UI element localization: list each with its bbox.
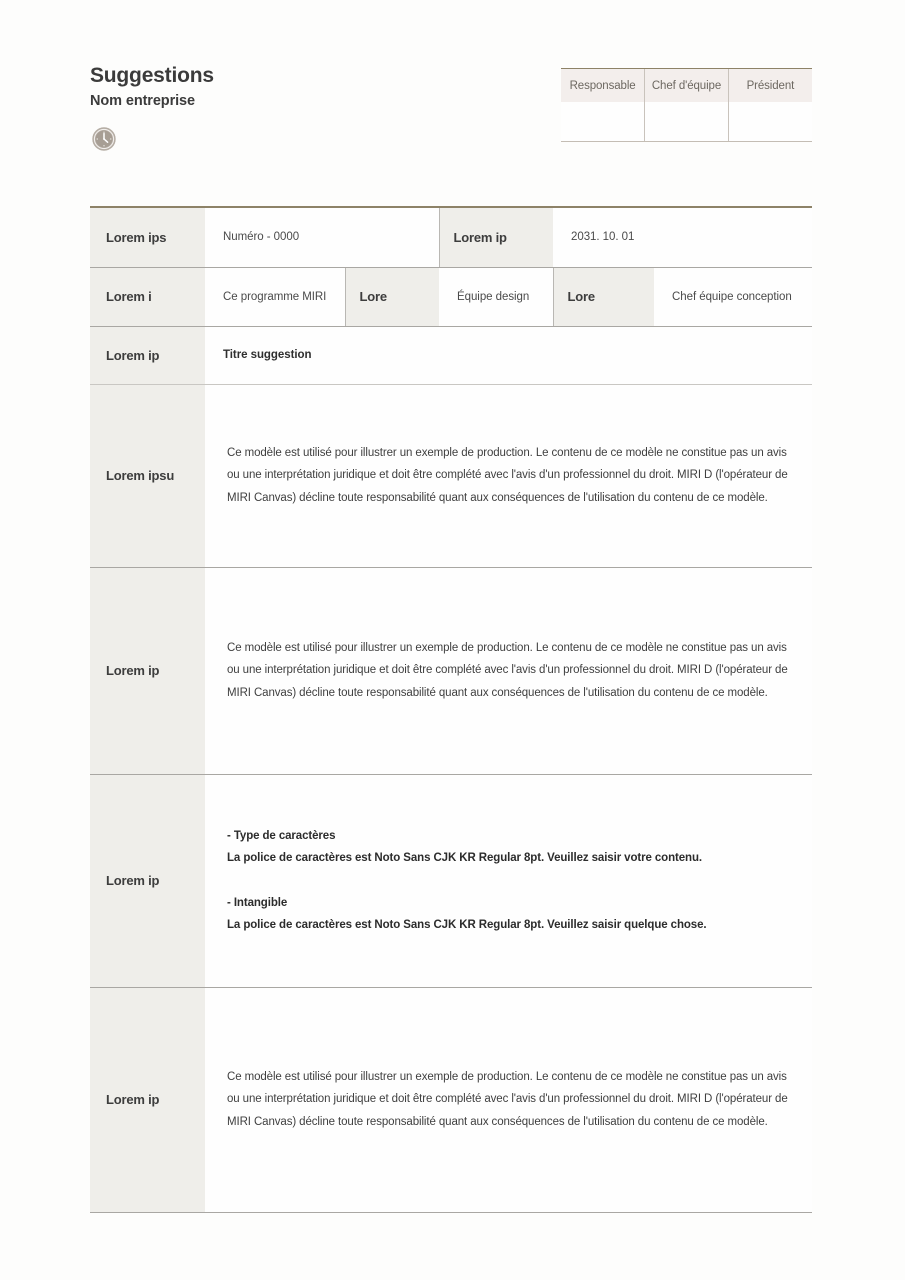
row-label-specifications: Lorem ip (90, 774, 205, 987)
approval-col-responsable: Responsable (561, 69, 645, 102)
row-body-description-2[interactable] (205, 567, 812, 774)
signature-cell-responsable[interactable] (561, 102, 645, 141)
row-label-description-2: Lorem ip (90, 567, 205, 774)
paragraph-text-3: Ce modèle est utilisé pour illustrer un exemple de production. Le contenu de ce modèle ne constitue pas un avis ou une interprétation juridique et doit être complété avec l'avis d'un professionnel du droit. MIRI D (l'opérateur de MIRI Canvas) décline toute responsabilité quant aux conséquences de l'utilisation du contenu de ce modèle. (227, 1070, 788, 1128)
table-row-titre (90, 326, 812, 384)
table-row-description-1 (90, 384, 812, 567)
row-label-description-3: Lorem ip (90, 987, 205, 1212)
row-label-programme: Lorem i (90, 267, 205, 326)
row-label-equipe: Lore (345, 267, 439, 326)
table-row-equipe (90, 267, 812, 326)
spec-body-intangible: La police de caractères est Noto Sans CJK KR Regular 8pt. Veuillez saisir quelque chose. (227, 919, 707, 931)
spec-body-typeface: La police de caractères est Noto Sans CJK KR Regular 8pt. Veuillez saisir votre contenu. (227, 852, 702, 864)
row-label-titre: Lorem ip (90, 326, 205, 384)
clock-icon (91, 126, 117, 152)
row-label-description-1: Lorem ipsu (90, 384, 205, 567)
page-title: Suggestions (90, 64, 214, 87)
approval-header-row (561, 69, 812, 102)
row-value-chef[interactable]: Chef équipe conception (654, 267, 812, 326)
row-body-specifications[interactable] (205, 774, 812, 987)
table-row-description-3 (90, 987, 812, 1212)
row-label-date: Lorem ip (439, 208, 553, 267)
row-value-programme[interactable]: Ce programme MIRI (205, 267, 345, 326)
row-label-numero: Lorem ips (90, 208, 205, 267)
company-name: Nom entreprise (90, 93, 195, 109)
spec-title-intangible: - Intangible (227, 897, 288, 909)
table-row-specifications (90, 774, 812, 987)
table-row-description-2 (90, 567, 812, 774)
row-body-description-3[interactable] (205, 987, 812, 1212)
row-body-description-1[interactable] (205, 384, 812, 567)
spec-title-typeface: - Type de caractères (227, 830, 336, 842)
table-row-numero (90, 208, 812, 267)
row-value-equipe[interactable]: Équipe design (439, 267, 553, 326)
approval-col-president: Président (728, 69, 812, 102)
signature-cell-president[interactable] (728, 102, 812, 141)
signature-cell-chef-equipe[interactable] (645, 102, 729, 141)
row-value-date[interactable]: 2031. 10. 01 (553, 208, 812, 267)
row-value-numero[interactable]: Numéro - 0000 (205, 208, 439, 267)
paragraph-text-2: Ce modèle est utilisé pour illustrer un exemple de production. Le contenu de ce modèle ne constitue pas un avis ou une interprétation juridique et doit être complété avec l'avis d'un professionnel du droit. MIRI D (l'opérateur de MIRI Canvas) décline toute responsabilité quant aux conséquences de l'utilisation du contenu de ce modèle. (227, 641, 788, 699)
approval-signature-table (561, 68, 812, 142)
row-value-titre[interactable]: Titre suggestion (205, 326, 812, 384)
paragraph-text-1: Ce modèle est utilisé pour illustrer un exemple de production. Le contenu de ce modèle ne constitue pas un avis ou une interprétation juridique et doit être complété avec l'avis d'un professionnel du droit. MIRI D (l'opérateur de MIRI Canvas) décline toute responsabilité quant aux conséquences de l'utilisation du contenu de ce modèle. (227, 446, 788, 504)
spec-spacer (227, 869, 788, 892)
approval-col-chef-equipe: Chef d'équipe (645, 69, 729, 102)
row-label-chef: Lore (553, 267, 654, 326)
approval-signature-row (561, 102, 812, 141)
suggestion-main-table (90, 206, 812, 1213)
